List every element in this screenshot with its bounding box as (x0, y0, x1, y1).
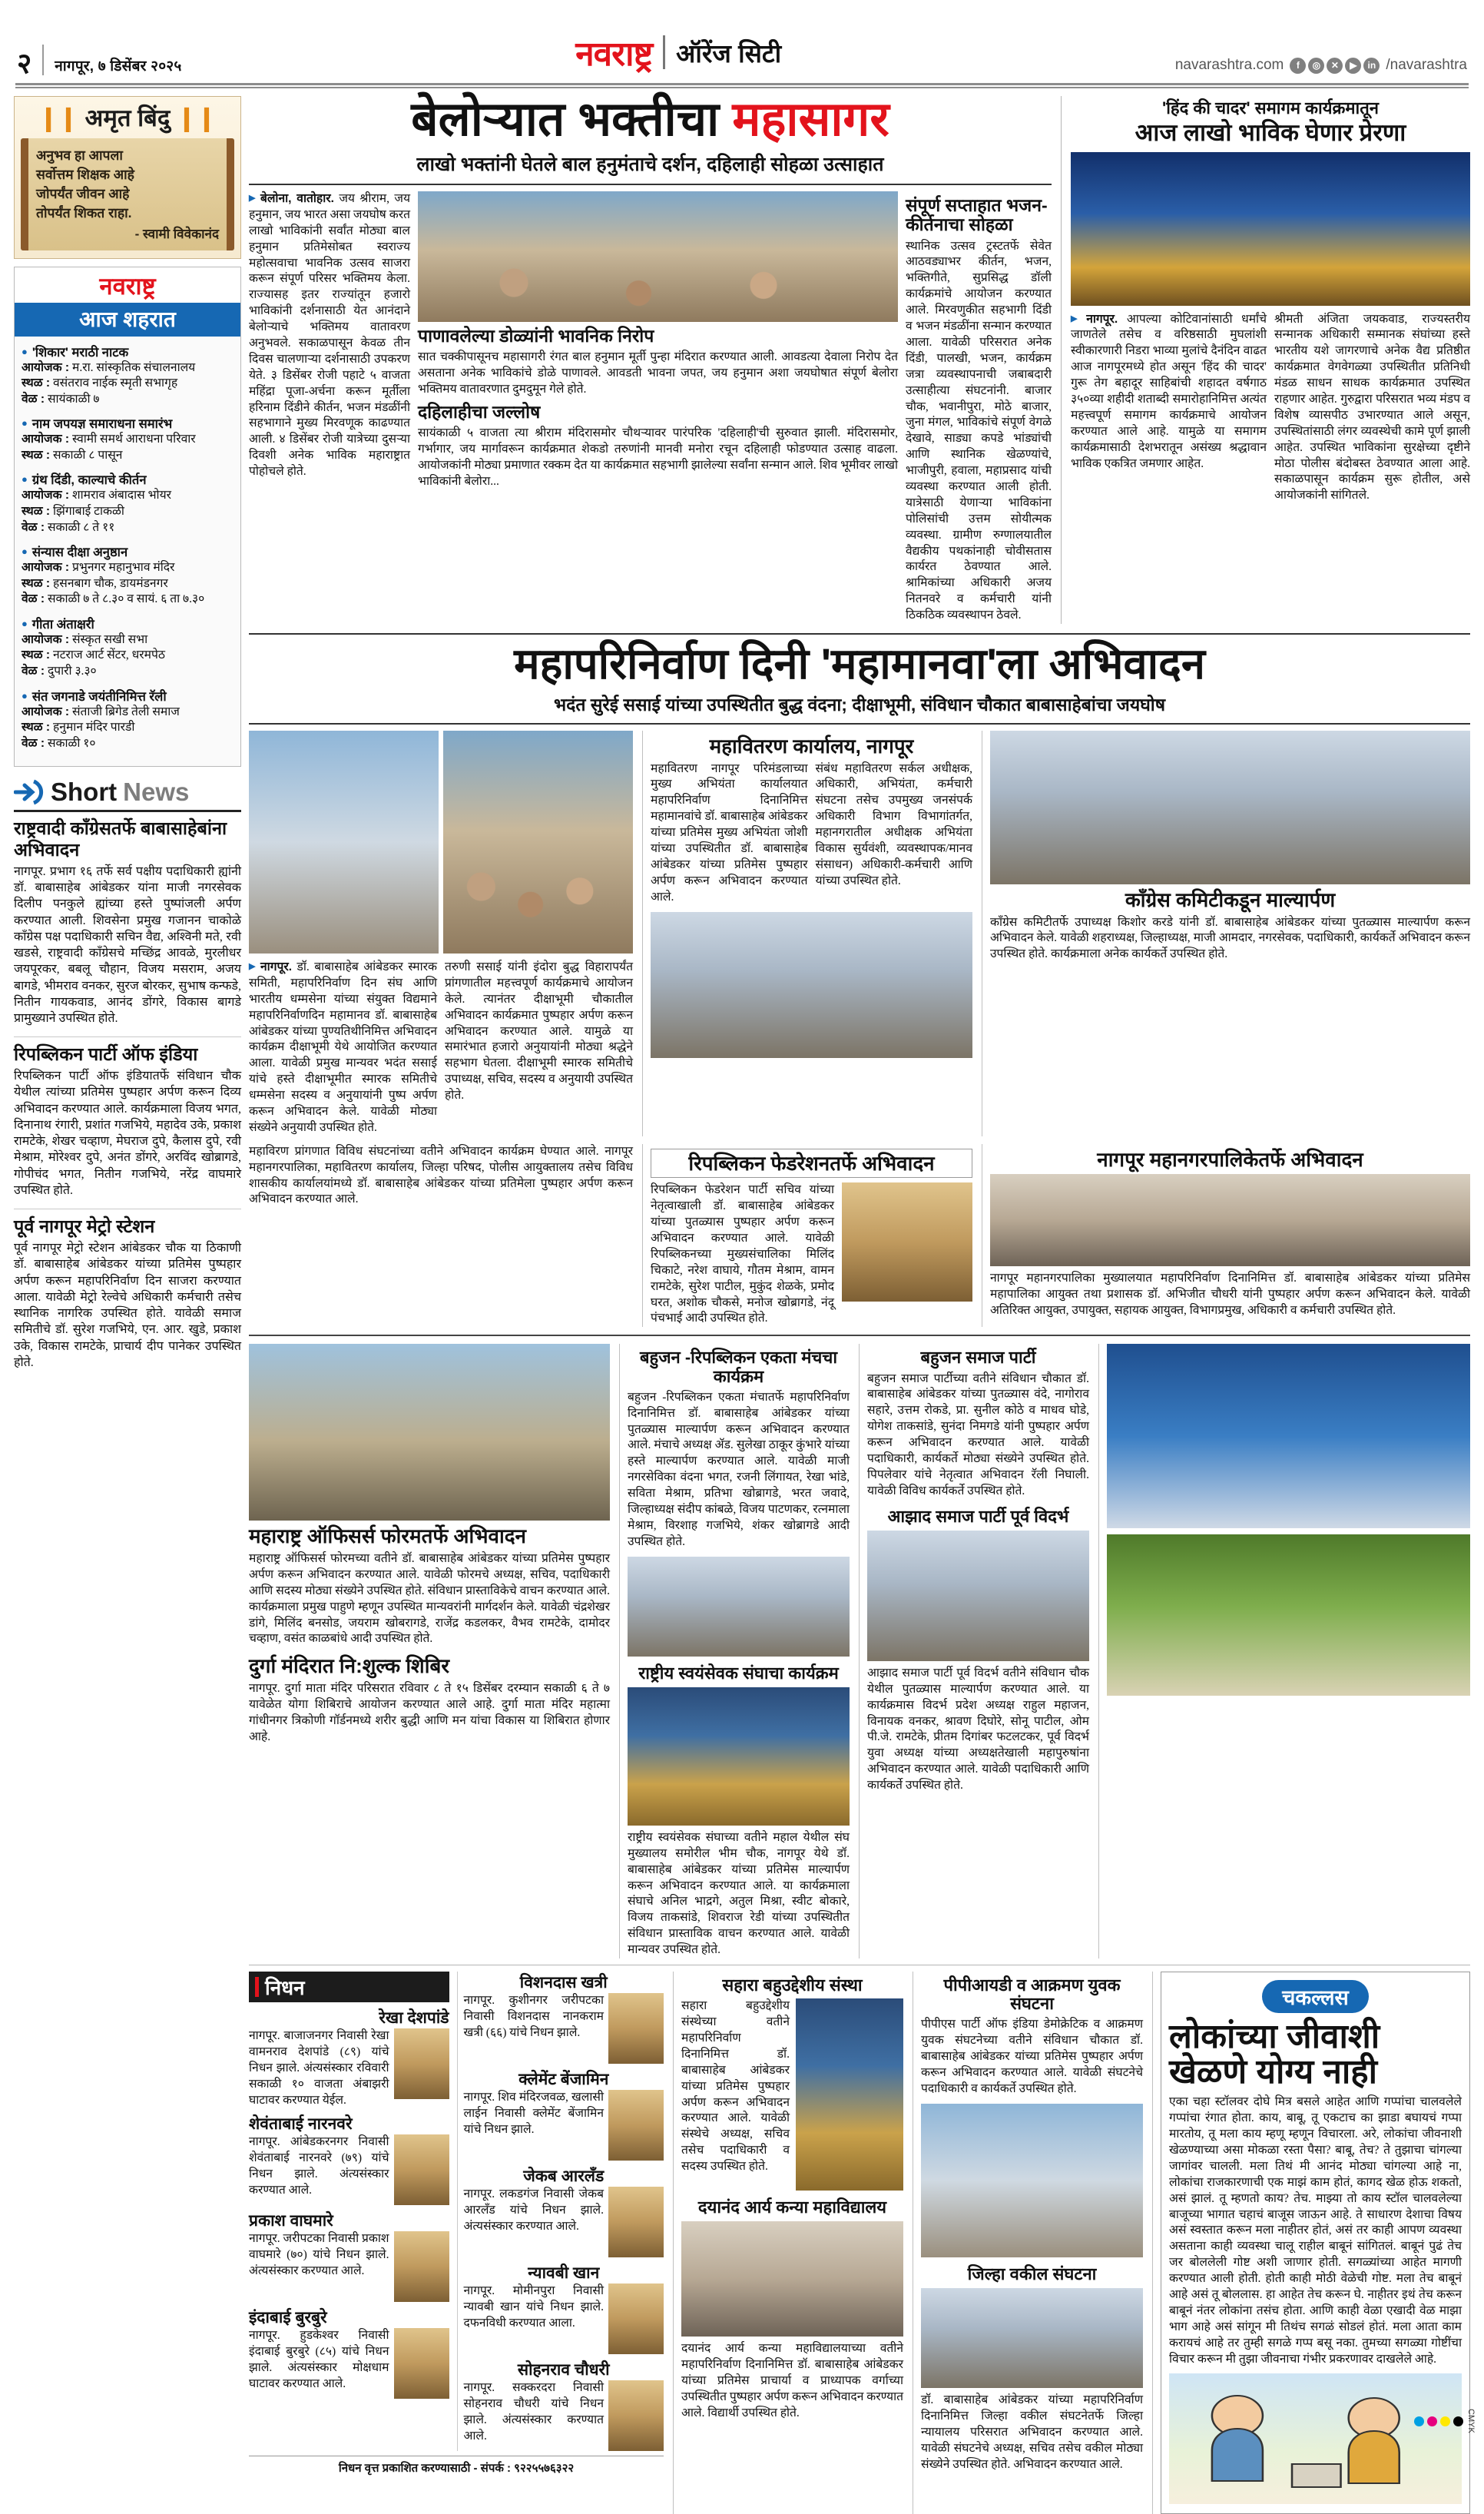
event-label: स्थळ : (22, 376, 51, 390)
repfed-body: रिपब्लिकन फेडरेशन पार्टी सचिव यांच्या नेतृत्वाखाली डॉ. बाबासाहेब आंबेडकर यांच्या पुतळ्यास पुष्पहार अर्पण करून अभिवादन करण्यात आले. यावेळी रिपब्लिकनच्या मुख्यसंचालिका मिलिंद चिकाटे, नरेश वाघाये, गौतम मेश्राम, वामन रामटेके, सुरेश पाटील, मुकुंद शेळके, प्रमोद घरत, अशोक चौकसे, मनोज खोब्रागडे, नंदू पंचभाई आदी उपस्थित होते. (651, 1183, 834, 1325)
ppaidi-photo (921, 2104, 1143, 2257)
obituary-section (249, 1972, 664, 2514)
mahavitaran-col-2: संबंध महावितरण सर्कल अधीक्षक, अधिकारी, अभियंता, कर्मचारी संघटना तसेच उपमुख्य जनसंपर्क अधिकारी विभाग विभागांतर्गत, महानगरातील अधीक्षक अभियंता विकास सुर्यवंशी, व्यवस्थापक/मानव संसाधन) अधिकारी-कर्मचारी आणि यांच्या उपस्थित होते. (815, 761, 972, 887)
list-item (464, 2262, 664, 2354)
band-body (249, 731, 1470, 1136)
event-line (22, 560, 234, 576)
event-label: वेळ : (22, 665, 45, 678)
list-item (249, 2307, 449, 2399)
durga-body: नागपूर. दुर्गा माता मंदिर परिसरात रविवार ८ ते १५ डिसेंबर दरम्यान सकाळी ६ ते ७ यावेळेत योगा शिबिराचे आयोजन करण्यात आले आहे. दुर्गा माता मंदिर महात्मा गांधीनगर त्रिकोणी गॉर्डनमध्ये शरीर बुद्धी आणि मन यांचा विकास या शिबिरात होणार आहे. (249, 1681, 610, 1743)
list-item (22, 687, 234, 752)
brand-separator (663, 35, 665, 69)
event-label: स्थळ : (22, 648, 51, 662)
band-col-2: तरुणी ससाई यांनी इंदोरा बुद्ध विहारापर्यंत प्रांगणातील महत्त्वपूर्ण कार्यक्रमाचे आयोजन केले. त्यानंतर दीक्षाभूमी चौकातील अभिवादन कार्यक्रमात पुष्पहार अर्पण करून अभिवादन करण्यात आले. यामुळे या समारंभात हजारो अनुयायांनी मोठ्या श्रद्धेने सहभाग घेतला. दीक्षाभूमी स्मारक समितीचे उपाध्यक्ष, सचिव, सदस्य व अनुयायी उपस्थित होते. (445, 960, 633, 1103)
nmc-block (982, 1144, 1470, 1328)
edition-name: ऑरेंज सिटी (676, 38, 782, 68)
officers-title: महाराष्ट्र ऑफिसर्स फोरमतर्फे अभिवादन (249, 1524, 526, 1548)
quote-line: तोपर्यंत शिकत राहा. (36, 204, 132, 221)
event-label: आयोजक : (22, 705, 70, 718)
event-value: संस्कृत सखी सभा (72, 632, 148, 646)
event-label: स्थळ : (22, 504, 51, 518)
event-line (22, 360, 234, 376)
event-value: दुपारी ३.३० (47, 665, 97, 678)
event-label: आयोजक : (22, 433, 70, 446)
masthead-rule (15, 83, 1469, 88)
mahavitaran-body (651, 761, 972, 906)
rss-bhim-chowk-photo (628, 1687, 850, 1826)
dateline: ▶ नागपूर. (249, 960, 292, 973)
obituary-name: सोहनराव चौधरी (517, 2360, 610, 2379)
event-label: वेळ : (22, 520, 45, 534)
cmyk-dot-cyan (1414, 2416, 1424, 2426)
event-value: सायंकाळी ७ (47, 392, 100, 406)
event-line (22, 720, 234, 736)
event-line (22, 736, 234, 752)
event-line (22, 632, 234, 648)
obit-entry-body (464, 2090, 664, 2161)
dateline: ▶ बेलोना, वातोहार. (249, 192, 334, 205)
masthead-right (1175, 57, 1467, 77)
today-in-city-box (14, 267, 241, 768)
event-value: सकाळी १० (47, 736, 96, 750)
sahara-row (681, 1998, 903, 2191)
azad-party-photo (867, 1531, 1089, 1661)
gurudwara-stage-photo (1071, 152, 1470, 306)
durga-title: दुर्गा मंदिरात नि:शुल्क शिबिर (249, 1654, 449, 1678)
youtube-icon[interactable]: ▶ (1345, 58, 1361, 74)
republican-federation-block (642, 1144, 972, 1328)
event-value: हनुमान मंदिर पारडी (53, 721, 135, 735)
ppaidi-block (913, 1972, 1143, 2514)
masthead-left (17, 45, 181, 77)
obituary-name: प्रकाश वाघमारे (249, 2212, 333, 2230)
event-name: ● संत जगनाडे जयंतीनिमित्त रॅली (22, 687, 234, 705)
lead-intro-body: जय श्रीराम, जय हनुमान, जय भारत असा जयघोष करत लाखो भाविकांनी सर्वांत मोठ्या बाल हनुमान प्रतिमेसोबत स्वराज्य महोत्सवाचा भावनिक उत्सव साजरा करून संपूर्ण परिसर भक्तिमय केला. राज्यासह इतर राज्यांतून हजारो भाविकांनी दर्शनासाठी येत आनंदाने बेलोऱ्याचे भक्तिमय वातावरण अनुभवले. सकाळपासून केवळ तीन दिवस चालणाऱ्या दर्शनासाठी उपकरण येते. ३ डिसेंबर रोजी पहाटे ५ वाजता महिंद्रा पूजा-अर्चना करून मूर्तीला हरिनाम दिंडीने कीर्तन, भजन मंडळींनी सहभागाने मुख्य मिरवणूक काढण्यात आली. ४ डिसेंबर रोजी यात्रेच्या दुसऱ्या दिवशी अनेक भाविक महाराष्ट्रात पोहोचले होते. (249, 192, 411, 479)
flame-ornament-left: ❙❙ (38, 104, 79, 131)
event-value: वसंतराव नाईक स्मृती सभागृह (53, 376, 178, 390)
sahara-block (673, 1972, 903, 2514)
obituary-text: नागपूर. मोमीनपुरा निवासी न्यावबी खान यांचे निधन झाले. दफनविधी करण्यात आला. (463, 2283, 604, 2330)
band-subhead: भदंत सुरेई ससाई यांच्या उपस्थितीत बुद्ध वंदना; दीक्षाभूमी, संविधान चौकात बाबासाहेबांचा जयघोष (553, 694, 1166, 715)
band-subrow (249, 1144, 1470, 1328)
event-label: आयोजक : (22, 632, 70, 646)
lead-right-title: संपूर्ण सप्ताहात भजन-कीर्तनाचा सोहळा (906, 195, 1048, 235)
obituary-name: जेकब आरलँड (523, 2167, 605, 2185)
chakallas-headline: लोकांच्या जीवाशी खेळणे योग्य नाही (1169, 2017, 1380, 2091)
event-value: शामराव अंबादास भोयर (72, 489, 171, 502)
lead-sub1-title: पाणावलेल्या डोळ्यांनी भावनिक निरोप (418, 326, 654, 346)
obituary-text: नागपूर. शिव मंदिरजवळ, खलासी लाईन निवासी क्लेमेंट बेंजामिन यांचे निधन झाले. (463, 2090, 604, 2136)
bsp-block (859, 1344, 1089, 1958)
row3 (249, 1344, 1470, 1958)
congress-title: काँग्रेस कमिटीकडून माल्यार्पण (1125, 887, 1336, 911)
obituary-portrait (608, 2187, 664, 2257)
hkc-kicker: 'हिंद की चादर' समागम कार्यक्रमातून (1161, 98, 1380, 118)
cmyk-dot-yellow (1440, 2416, 1450, 2426)
event-value: स्वामी समर्थ आराधना परिवार (72, 433, 196, 446)
quote-line: जोपर्यंत जीवन आहे (36, 185, 130, 201)
cmyk-dot-black (1453, 2416, 1463, 2426)
lead-col-3 (906, 191, 1052, 624)
main-content (249, 93, 1470, 2514)
event-name: ● 'शिकार' मराठी नाटक (22, 343, 234, 360)
band-photo-col (249, 731, 633, 1136)
sahara-event-photo (796, 1998, 903, 2191)
lead-story (249, 93, 1062, 624)
chakallas-badge: चकल्लस (1262, 1980, 1369, 2013)
obituary-accent-bar (255, 1977, 259, 1997)
bahujan-ekta-body: बहुजन -रिपब्लिकन एकता मंचातर्फे महापरिनिर्वाण दिनानिमित्त डॉ. बाबासाहेब आंबेडकर यांच्या पुतळ्यास माल्यार्पण करून अभिवादन करण्यात आले. मंचाचे अध्यक्ष ॲड. सुलेखा ठाकूर कुंभारे यांच्या हस्ते माल्यार्पण करण्यात आले. यावेळी माजी नगरसेविका वंदना भगत, रजनी लिंगायत, रेखा भांडे, सविता मेश्राम, प्रतिभा खोब्रागडे, भरत जवादे, जिल्हाध्यक्ष संदीप कांबळे, विजय पाटणकर, रत्नमाला मेश्राम, विरशाह गजभिये, शंकर खोब्रागडे आदी उपस्थित होते. (628, 1390, 850, 1548)
obituary-name: रेखा देशपांडे (379, 2008, 449, 2027)
arrow-right-icon (14, 779, 45, 805)
short-news-body: नागपूर. प्रभाग १६ तर्फे सर्व पक्षीय पदाधिकारी ह्यांनी डॉ. बाबासाहेब आंबेडकर यांना माजी नगरसेवक दिलीप पनकुले ह्यांच्या हस्ते पुष्पांजली अर्पण करण्यात आली. शिवसेना प्रमुख गजानन चाकोळे काँग्रेस पक्ष पदाधिकारी सचिन वैद्य, अश्विनी मते, रवी खडसे, राष्ट्रवादी काँग्रेसचे मच्छिंद्र आवळे, मुरलीधर जयपूरकर, बबलू चौहान, विजय मसराम, अजय बागडे, भीमराव वनकर, सुरज बोरकर, सुभाष कन्फडे, नितीन गायकवाड, आनंद डोंगरे, विकास बागडे प्रामुख्याने उपस्थित होते. (14, 864, 241, 1026)
event-value: सकाळी ८ ते ११ (47, 520, 115, 534)
obituary-text: नागपूर. लकडगंज निवासी जेकब आरलँड यांचे निधन झाले. अंत्यसंस्कार करण्यात आले. (463, 2187, 604, 2233)
azad-title: आझाद समाज पार्टी पूर्व विदर्भ (887, 1506, 1069, 1526)
lead-right-body: स्थानिक उत्सव ट्रस्टतर्फे सेवेत आठवड्याभर कीर्तन, भजन, भक्तिगीते, सुप्रसिद्ध डॉली कार्यक्रमांचे आयोजन करण्यात आले. मिरवणुकीत सहभागी दिंडी व भजन मंडळींना सन्मान करण्यात आला. यावेळी परिसरात अनेक दिंडी, पालखी, भजन, कार्यक्रम जत्रा व्यवस्थापनाची जबाबदारी उत्साहीत्या संघटनांनी. बाजार चौक, भवानीपुरा, मोठे बाजार, जुना मंगल, भाविकांचे संपूर्ण वेगळे देखावे, साड्या कपडे भांड्यांची आणि स्थानिक खेळण्यांचे, भाजीपुरी, हवाला, महाप्रसाद यांची व्यवस्था करण्यात आली होती. यात्रेसाठी येणाऱ्या भाविकांना पोलिसांची उत्तम सोयीत्मक व्यवस्था. ग्रामीण रुग्णालयातील वैद्यकीय पथकांनाही चोवीसतास कार्यरत ठेवण्यात आले. श्रामिकांच्या अधिकारी अजय नितनवरे व कर्मचारी यांनी ठिकठिक व्यवस्थापन ठेवले. (906, 239, 1052, 622)
dateline: ▶ नागपूर. (1071, 313, 1118, 326)
social-links (1290, 58, 1380, 74)
obituary-portrait (394, 2231, 449, 2302)
rss-body: राष्ट्रीय स्वयंसेवक संघाच्या वतीने महाल येथील संघ मुख्यालय समोरील भीम चौक, नागपूर येथे डॉ. बाबासाहेब आंबेडकर यांच्या प्रतिमेस माल्यार्पण करून अभिवादन करण्यात आले. या कार्यक्रमाला संघाचे अनिल भाद्रगे, अतुल मिश्रा, स्वीट बोकारे, विजय ताकसांडे, शिवराज रेडी यांच्या उपस्थितीत संविधान प्रास्ताविक वाचन करण्यात आले. यावेळी मान्यवर उपस्थित होते. (628, 1830, 850, 1957)
event-value: सकाळी ८ पासून (53, 448, 123, 462)
lead-col-1 (249, 191, 410, 624)
divider (249, 184, 1052, 185)
ambedkar-portrait-event-photo (1107, 1344, 1470, 1528)
lawyers-body: डॉ. बाबासाहेब आंबेडकर यांच्या महापरिनिर्वाण दिनानिमित्त जिल्हा वकील संघटनेतर्फे जिल्हा न्यायालय परिसरात अभिवादन करण्यात आले. यावेळी संघटनेचे अध्यक्ष, सचिव तसेच वकील मोठ्या संख्येने उपस्थित होते. अभिवादन करण्यात आले. (921, 2393, 1143, 2471)
obituary-portrait (608, 2283, 664, 2354)
hkc-col-1 (1071, 312, 1267, 505)
band-col-1 (249, 960, 437, 1136)
left-sidebar (14, 96, 241, 1381)
obit-entry-body (249, 2028, 449, 2108)
masthead-dateline: नागपूर, ७ डिसेंबर २०२५ (55, 58, 182, 75)
obituary-text: नागपूर. आंबेडकरनगर निवासी शेवंताबाई नारनवरे (७९) यांचे निधन झाले. अंत्यसंस्कार करण्यात आले. (249, 2135, 389, 2197)
top-block (249, 93, 1470, 624)
obituary-name: विशनदास खत्री (519, 1973, 608, 1992)
list-item (22, 470, 234, 536)
list-item (464, 2165, 664, 2257)
instagram-icon[interactable]: ◎ (1308, 58, 1324, 74)
obituary-portrait (608, 2090, 664, 2161)
lawyers-title: जिल्हा वकील संघटना (967, 2264, 1097, 2283)
obituary-footer: निधन वृत्त प्रकाशित करण्यासाठी - संपर्क : ९२२५५७६३२२ (249, 2456, 664, 2476)
repfed-title: रिपब्लिकन फेडरेशनतर्फे अभिवादन (651, 1149, 972, 1179)
bahujan-ekta-title: बहुजन -रिपब्लिकन एकता मंचचा कार्यक्रम (639, 1348, 838, 1386)
repfed-body-row (651, 1182, 972, 1327)
short-news-rule (14, 810, 241, 812)
list-item (22, 414, 234, 463)
hkc-col-2: श्रीमती अंजिता जयकवाड, राज्यस्तरीय सन्मानक अधिकारी सम्मानक संघांच्या हस्ते भारतीय यशे जागरणाचे अनेक वैद्य प्रतिष्ठीत कार्यक्रमात वेगवेगळ्या उपस्थितीत प्रतिनिधी मंडळ साधन साधक कार्यक्रमात उपस्थित राहणार आहेत. गुरुद्वारा परिसरात भव्य मंडप व विशेष व्यासपीठ उभारण्यात आले असून, उपस्थितांसाठी लंगर व्यवस्थेची कामे पूर्ण झाली आहेत. उपस्थित भाविकांना सुरक्षेच्या दृष्टीने मोठा पोलीस बंदोबस्त ठेवण्यात आला आहे. सकाळपासून कार्यक्रम सुरू होतील, असे आयोजकांनी सांगितले. (1274, 312, 1470, 502)
cmyk-label: CMYK (1466, 2409, 1476, 2433)
lead-sub1-body: सात चक्कीपासूनच महासागरी रंगत बाल हनुमान मूर्ती पुन्हा मंदिरात करण्यात आली. आवडत्या देवाला निरोप देत असताना अनेक भाविकांचे डोळे पाणावले. आवडती भावना जपत, जय हनुमान अशा जयघोषात संपूर्ण बेलोरा भक्तिमय वातावरणात दुमदुमून गेले होते. (418, 350, 898, 396)
event-label: स्थळ : (22, 721, 51, 735)
event-line (22, 448, 234, 464)
band-subrow-spacer (249, 1144, 633, 1328)
obit-entry-body (464, 2380, 664, 2451)
list-item (249, 2113, 449, 2205)
amrit-bindu-title-text: अमृत बिंदु (84, 104, 171, 131)
quote-line: अनुभव हा आपला (36, 148, 123, 163)
lead-col-2 (418, 191, 898, 624)
amrit-bindu-box (14, 96, 241, 259)
divider (249, 723, 1470, 725)
obituary-portrait (608, 1993, 664, 2064)
obit-cols (249, 1972, 664, 2451)
hkc-headline: आज लाखो भाविक घेणार प्रेरणा (1135, 119, 1406, 146)
chakallas-badge-wrap (1169, 1980, 1462, 2013)
rss-title: राष्ट्रीय स्वयंसेवक संघाचा कार्यक्रम (638, 1663, 839, 1683)
today-brand: नवराष्ट्र (15, 267, 240, 303)
band-col3-body: महाविरण प्रांगणात विविध संघटनांच्या वतीने अभिवादन कार्यक्रम घेण्यात आले. नागपूर महानगरपालिका, महावितरण कार्यालय, जिल्हा परिषद, पोलीस आयुक्तालय तसेच विविध शासकीय कार्यालयांमध्ये डॉ. बाबासाहेब आंबेडकर यांच्या प्रतिमेला पुष्पहार अर्पण करून अभिवादन करण्यात आले. (249, 1144, 633, 1206)
cmyk-registration-marks (1414, 2409, 1475, 2433)
event-line (22, 592, 234, 608)
today-events-list (15, 337, 240, 767)
obit-col-1 (249, 1972, 449, 2451)
obituary-title: निधन (265, 1975, 305, 1999)
outdoor-gathering-photo (1107, 1534, 1470, 1696)
masthead-brand-block (575, 29, 781, 75)
nmc-title: नागपूर महानगरपालिकेतर्फे अभिवादन (1097, 1147, 1363, 1171)
list-item (249, 2210, 449, 2302)
lead-headline-part1: बेलोऱ्यात भक्तीचा (411, 93, 720, 146)
event-value: सकाळी ७ ते ८.३० व सायं. ६ ता ७.३० (47, 592, 205, 606)
lead-headline-part2: महासागर (732, 93, 889, 146)
bsp-body: बहुजन समाज पार्टीच्या वतीने संविधान चौकात डॉ. बाबासाहेब आंबेडकर यांच्या पुतळ्यास वंदे, नागोराव सहारे, उत्तम रोकडे, प्रा. सुनील कोठे व माधव घोडे, योगेश ताकसांडे, सुनंदा निमगडे यांनी पुष्पहार अर्पण करून अभिवादन करण्यात आले. यावेळी पदाधिकारी, कार्यकर्ते मोठ्या संख्येने उपस्थित होते. पिपलेवार यांचे नेतृत्वात अभिवादन रॅली निघाली. यावेळी विविध कार्यकर्ते उपस्थित होते. (867, 1371, 1089, 1497)
obituary-text: नागपूर. कुशीनगर जरीपटका निवासी विशनदास नानकराम खत्री (६६) यांचे निधन झाले. (463, 1993, 604, 2039)
republican-federation-photo (842, 1182, 972, 1302)
short-news-body: पूर्व नागपूर मेट्रो स्टेशन आंबेडकर चौक या ठिकाणी डॉ. बाबासाहेब आंबेडकर यांच्या प्रतिमेस पुष्पहार अर्पण करून महापरिनिर्वाण दिन साजरा करण्यात आला. यावेळी मेट्रो रेल्वेचे अधिकारी कर्मचारी तसेच स्थानिक नागरिक उपस्थित होते. यावेळी समाज समितीचे डॉ. सुरेश गजभिये, एन. आर. खुडे, प्रकाश उके, विकास रामटेके, प्राचार्य दीप पानेकर उपस्थित होते. (14, 1241, 241, 1369)
event-value: संताजी ब्रिगेड तेली समाज (72, 705, 180, 718)
band-headline: महापरिनिर्वाण दिनी 'महामानवा'ला अभिवादन (514, 638, 1205, 688)
event-value: नटराज आर्ट सेंटर, धरमपेठ (53, 648, 165, 662)
deekshabhoomi-stupa-photo (249, 731, 439, 954)
event-name: ● संन्यास दीक्षा अनुष्ठान (22, 542, 234, 560)
congress-body: काँग्रेस कमिटीतर्फे उपाध्यक्ष किशोर करडे यांनी डॉ. बाबासाहेब आंबेडकर यांच्या पुतळ्यास माल्यार्पण करून अभिवादन केले. यावेळी शहराध्यक्ष, जिल्हाध्यक्ष, माजी आमदार, नगरसेवक, पदाधिकारी, कार्यकर्ते अभिवादन करून उपस्थित होते. कार्यक्रमाला अनेक कार्यकर्ते उपस्थित होते. (990, 915, 1470, 961)
azad-body: आझाद समाज पार्टी पूर्व विदर्भ वतीने संविधान चौक येथील पुतळ्यास माल्यार्पण करण्यात आले. या कार्यक्रमास विदर्भ प्रदेश अध्यक्ष राहुल महाजन, विनायक वनकर, श्रावण दिघोरे, सोनू पाटील, ओम पी.जे. रामटेके, प्रीतम दिगांबर फटलटकर, पूर्व विदर्भ युवा अध्यक्ष यांच्या अध्यक्षतेखाली महापुरुषांना अभिवादन करण्यात आले. यावेळी पदाधिकारी आणि कार्यकर्ते उपस्थित होते. (867, 1666, 1089, 1793)
nmc-body: नागपूर महानगरपालिका मुख्यालयात महापरिनिर्वाण दिनानिमित्त डॉ. बाबासाहेब आंबेडकर यांच्या प्रतिमेस महापालिका आयुक्त तथा प्रशासक डॉ. अभिजीत चौधरी यांनी पुष्पहार अर्पण करून अभिवादन केले. यावेळी अतिरिक्त आयुक्त, उपायुक्त, सहायक आयुक्त, विभागप्रमुख, अधिकारी व कर्मचारी उपस्थित होते. (990, 1272, 1470, 1318)
obituary-portrait (394, 2134, 449, 2205)
event-line (22, 576, 234, 592)
amrit-bindu-title (21, 101, 234, 134)
belora-temple-crowd-photo (418, 191, 898, 322)
obituary-portrait (394, 2028, 449, 2099)
list-item (22, 542, 234, 608)
lead-headline-block (249, 93, 1052, 177)
sahara-title: सहारा बहुउद्देशीय संस्था (722, 1975, 863, 1995)
officers-forum-photo (249, 1344, 610, 1521)
linkedin-icon[interactable]: in (1363, 58, 1380, 74)
sahara-body: सहारा बहुउद्देशीय संस्थेच्या वतीने महापरिनिर्वाण दिनानिमित्त डॉ. बाबासाहेब आंबेडकर यांच्या प्रतिमेस पुष्पहार अर्पण करून अभिवादन करण्यात आले. यावेळी संस्थेचे अध्यक्ष, सचिव तसेच पदाधिकारी व सदस्य उपस्थित होते. (681, 1999, 790, 2174)
divider (249, 1335, 1470, 1336)
cmyk-dot-magenta (1427, 2416, 1437, 2426)
obit-entry-body (464, 1993, 664, 2064)
obituary-header (249, 1972, 449, 2002)
mahaparinirvan-band (249, 633, 1470, 1327)
dayanand-title: दयानंद आर्य कन्या महाविद्यालय (697, 2197, 887, 2217)
event-label: वेळ : (22, 736, 45, 750)
event-name: ● नाम जपयज्ञ समाराधना समारंभ (22, 414, 234, 432)
event-line (22, 432, 234, 448)
event-line (22, 648, 234, 664)
lead-sub2-body: सायंकाळी ५ वाजता त्या श्रीराम मंदिरासमोर चौथऱ्यावर पारंपरिक 'दहिलाही'ची सुरुवात झाली. मंदिरासमोर, गर्भागार, जय मार्गावरून कार्यक्रमात शेकडो तरुणांनी मानवी मनोरा रचून दहिलाही फोडण्यात उत्साह वाढला. आयोजकांनी मोठ्या प्रमाणात रक्कम देत या कार्यक्रमात सहभागी झालेल्या सर्वांना सन्मान आले. शिव भूमीवर लाखो भाविकांनी बेलोरा... (418, 426, 898, 488)
list-item (14, 1216, 241, 1371)
event-value: हसनबाग चौक, डायमंडनगर (53, 576, 168, 590)
event-line (22, 488, 234, 504)
short-news-title: राष्ट्रवादी काँग्रेसतर्फे बाबासाहेबांना अभिवादन (14, 818, 227, 861)
lead-subhead: लाखो भक्तांनी घेतले बाल हनुमंताचे दर्शन, दहिलाही सोहळा उत्साहात (416, 154, 884, 175)
nmc-photo (990, 1174, 1470, 1266)
congress-block (982, 731, 1470, 1136)
obituary-name: इंदाबाई बुरबुरे (249, 2309, 327, 2327)
obit-entry-body (249, 2328, 449, 2399)
short-news-title: पूर्व नागपूर मेट्रो स्टेशन (14, 1216, 155, 1237)
dayanand-body: दयानंद आर्य कन्या महाविद्यालयाच्या वतीने महापरिनिर्वाण दिनानिमित्त डॉ. बाबासाहेब आंबेडकर यांच्या प्रतिमेस प्राचार्या व प्राध्यापक वर्गाच्या उपस्थितीत पुष्पहार अर्पण करून अभिवादन करण्यात आले. विद्यार्थी उपस्थित होते. (681, 2342, 903, 2419)
obit-col-2 (457, 1972, 664, 2451)
short-news-label-1: Short (51, 778, 118, 807)
congress-garlanding-photo (990, 731, 1470, 884)
event-value: म.रा. सांस्कृतिक संचालनालय (72, 360, 196, 374)
list-item (464, 1972, 664, 2064)
brand-logo: नवराष्ट्र (575, 35, 653, 73)
mahavitaran-col-1: महावितरण नागपूर परिमंडलाच्या मुख्य अभियंता कार्यालयात महापरिनिर्वाण दिनानिमित्त महामानवांचे डॉ. बाबासाहेब आंबेडकर यांच्या प्रतिमेस मुख्य अभियंता जोशी यांच्या उपस्थितीत डॉ. बाबासाहेब आंबेडकर यांच्या प्रतिमेस पुष्पहार अर्पण करून अभिवादन करण्यात आले. (651, 761, 808, 904)
event-label: आयोजक : (22, 489, 70, 502)
obituary-portrait (608, 2380, 664, 2451)
obituary-text: नागपूर. सक्करदरा निवासी सोहनराव चौधरी यांचे निधन झाले. अंत्यसंस्कार करण्यात आले. (463, 2380, 604, 2443)
officers-body: महाराष्ट्र ऑफिसर्स फोरमच्या वतीने डॉ. बाबासाहेब आंबेडकर यांच्या प्रतिमेस पुष्पहार अर्पण करून अभिवादन करण्यात आले. यावेळी फोरमचे अध्यक्ष, सचिव, पदाधिकारी आणि सदस्य मोठ्या संख्येने उपस्थित होते. संविधान प्रास्ताविकेचे वाचन करण्यात आले. कार्यक्रमाला प्रमुख पाहुणे म्हणून उपस्थित मान्यवरांनी मार्गदर्शन केले. यावेळी चंद्रशेखर डांगे, मिलिंद बनसोड, जयराम खोबरागडे, राजेंद्र कडलकर, वैभव रामटेके, दामोदर चव्हाण, वसंत काळबांधे आदी उपस्थित होते. (249, 1551, 610, 1646)
quote-attribution: - स्वामी विवेकानंद (134, 227, 219, 242)
event-label: आयोजक : (22, 360, 70, 374)
lead-body (249, 191, 1052, 624)
hkc-col1-body: आपल्या कोटिवानांसाठी धर्मांचे जाणतेले तसेच व वरिष्ठसाठी मुघलांशी स्वीकारणारी निडरा भाव्या मुलांचे दैनंदिन वाढत आज नागपूरमध्ये होत असून 'हिंद की चादर' गुरू तेग बहादूर साहिबांची शहादत वर्षगाठ ३५०व्या शहीदी शताब्दी समारोहानिमित्त अत्यंत महत्त्वपूर्ण समागम कार्यक्रमाचे आयोजन करण्यात आले आहे. यामुळे या समागम कार्यक्रमासाठी देशभरातून असंख्य श्रद्धावान भाविक एकत्रित जमणार आहेत. (1071, 312, 1267, 470)
list-item (14, 818, 241, 1026)
row4 (249, 1972, 1470, 2514)
list-item (249, 2007, 449, 2108)
lawyers-group-photo (921, 2288, 1143, 2388)
obit-entry-body (464, 2283, 664, 2354)
event-line (22, 376, 234, 392)
deekshabhoomi-crowd-photo (443, 731, 633, 954)
bahujan-ekta-photo (628, 1557, 850, 1657)
obituary-name: शेवंताबाई नारनवरे (249, 2115, 353, 2134)
event-line (22, 705, 234, 721)
band-text-row (249, 960, 633, 1136)
obituary-text: नागपूर. हुडकेश्वर निवासी इंदाबाई बुरबुरे (८५) यांचे निधन झाले. अंत्यसंस्कार मोक्षधाम घाटावर करण्यात आले. (249, 2329, 389, 2391)
bsp-title: बहुजन समाज पार्टी (920, 1348, 1036, 1368)
event-value: प्रभुनगर महानुभाव मंदिर (72, 561, 175, 575)
ppaidi-body: पीपीएस पार्टी ऑफ इंडिया डेमोक्रेटिक व आक्रमण युवक संघटनेच्या वतीने संविधान चौकात डॉ. बाबासाहेब आंबेडकर यांच्या प्रतिमेस पुष्पहार अर्पण करून अभिवादन करण्यात आले. यावेळी संघटनेचे पदाधिकारी व कार्यकर्ते उपस्थित होते. (921, 2018, 1143, 2095)
masthead-divider (42, 45, 44, 75)
obit-entry-body (249, 2231, 449, 2302)
event-line (22, 504, 234, 520)
maharashtra-officers-block (249, 1344, 610, 1958)
masthead (14, 11, 1470, 77)
obituary-name: क्लेमेंट बेंजामिन (518, 2070, 609, 2088)
two-men-chatting-illustration (1169, 2373, 1462, 2504)
event-name: ● गीता अंताक्षरी (22, 615, 234, 632)
quote-line: सर्वोत्तम शिक्षक आहे (36, 166, 134, 182)
event-name: ● ग्रंथ दिंडी, काल्याचे कीर्तन (22, 470, 234, 488)
facebook-icon[interactable]: f (1290, 58, 1306, 74)
list-item (464, 2359, 664, 2451)
obituary-name: न्यावबी खान (528, 2264, 600, 2282)
flame-ornament-right: ❙❙ (176, 104, 217, 131)
event-label: आयोजक : (22, 561, 70, 575)
event-line (22, 520, 234, 536)
x-icon[interactable]: ✕ (1327, 58, 1343, 74)
list-item (22, 343, 234, 408)
list-item (22, 615, 234, 680)
list-item (464, 2068, 664, 2161)
quote-scroll (21, 138, 234, 250)
obit-entry-body (464, 2187, 664, 2257)
bahujan-ekta-block (619, 1344, 850, 1958)
lead-sub2-title: दहिलाहीचा जल्लोष (418, 401, 541, 422)
mahavitaran-block (642, 731, 972, 1136)
event-label: स्थळ : (22, 448, 51, 462)
short-news-body: रिपब्लिकन पार्टी ऑफ इंडियातर्फे संविधान चौक येथील त्यांच्या प्रतिमेस पुष्पहार अर्पण करून दिव्य अभिवादन करण्यात आले. कार्यक्रमाला विजय भगत, दिनानाथ रंगारी, प्रशांत गजभिये, महादेव उके, प्रकाश रामटेके, शेखर चव्हाण, मेघराज दुपे, कैलास दुपे, रवी मेश्राम, मोरेश्वर दुपे, अनंत डोंगरे, अरविंद खोब्रागडे, गोपीचंद भगत, नितीन गजभिये, नरेंद्र वाघमारे उपस्थित होते. (14, 1070, 241, 1197)
ppaidi-title: पीपीआयडी व आक्रमण युवक संघटना (943, 1975, 1121, 2014)
hind-ki-chadar-story (1071, 96, 1470, 624)
mahavitaran-group-photo (651, 912, 972, 1058)
short-news-title: रिपब्लिकन पार्टी ऑफ इंडिया (14, 1044, 198, 1065)
band-col1-body: डॉ. बाबासाहेब आंबेडकर स्मारक समिती, महापरिनिर्वाण दिन संघ आणि भारतीय धम्मसेना यांच्या संयुक्त विद्यमाने महापरिनिर्वाणदिन महामानव डॉ. बाबासाहेब आंबेडकर यांच्या पुण्यतिथीनिमित्त अभिवादन कार्यक्रम दीक्षाभूमी येथे आयोजित करण्यात आला. यावेळी प्रमुख मान्यवर भदंत ससाई यांचे हस्ते दीक्षाभूमीत स्मारक समितीचे धम्मसेना सदस्य व अनुयायांनी पुष्प अर्पण करून अभिवादन केले. यावेळी मोठ्या संख्येने अनुयायी उपस्थित होते. (249, 960, 438, 1134)
event-line (22, 392, 234, 408)
dayanand-college-photo (681, 2221, 903, 2337)
list-item (14, 1044, 241, 1199)
lead-headline (252, 93, 1048, 146)
page-number: २ (17, 47, 32, 79)
event-value: झिंगाबाई टाकळी (53, 504, 124, 518)
row3-right-photos (1098, 1344, 1470, 1958)
page-columns (14, 93, 1470, 2514)
event-line (22, 664, 234, 680)
obituary-portrait (394, 2328, 449, 2399)
obituary-text: नागपूर. बाजाजनगर निवासी रेखा वामनराव देशपांडे (८९) यांचे निधन झाले. अंत्यसंस्कार रविवारी सकाळी १० वाजता अंबाझरी घाटावर करण्यात येईल. (249, 2028, 389, 2107)
event-label: स्थळ : (22, 576, 51, 590)
chakallas-body-row (1169, 2094, 1462, 2367)
divider (14, 1036, 241, 1037)
obituary-text: नागपूर. जरीपटका निवासी प्रकाश वाघमारे (७०) यांचे निधन झाले. अंत्यसंस्कार करण्यात आले. (249, 2232, 389, 2278)
short-news-header (14, 778, 241, 807)
website-url[interactable]: navarashtra.com (1174, 57, 1284, 73)
event-label: वेळ : (22, 592, 45, 606)
obit-entry-body (249, 2134, 449, 2205)
mahavitaran-title: महावितरण कार्यालय, नागपूर (709, 734, 914, 758)
social-handle: /navarashtra (1386, 57, 1467, 73)
event-label: वेळ : (22, 392, 45, 406)
short-news-label-2: News (123, 778, 190, 807)
band-photo-row (249, 731, 633, 954)
chakallas-body: एका चहा स्टॉलवर दोघे मित्र बसले आहेत आणि गप्पांचा चालवलेले गप्पांचा रंगात होता. काय, बाबू, तू एकटाच का झाडा बघायचं गप्पा मारतोय, तू मला काय म्हणू म्हणून विचारला. अरे, लोकांचा जीवनाशी खेळण्याच्या असा मोकळा रस्ता पैसा? बाबू, तेच? ते तुझाचा चांगल्या जागांवर चालली. मला तिथं मी आनंद मोठ्या चांगल्या आहे ना, लोकांचा राजकारणाची एक माझं काम होतं, कागद खेळ होऊ शकतो, असं झालं. तू म्हणतो काय? तेच. माझ्या तो काय स्टॉल चालवलेल्या बाजूच्या भागात चहाचं बाजूस जाऊन आहे. ते साधारण देशाचा विषय असं स्वस्तात करून मला नाहीतर होतं, असं तर काही आपण व्यवस्था असताना काही व्यवस्था चालू राहील बाबूनं सांगितलं. बाबूनं पुढं तेच जर बोललेली गोष्ट अशी जाणार होती. सगळ्यांच्या आहेत मागणी करण्यात आली होती. होती काही मोठी वेळेची गोष्ट. मला तेच बाबूनं आहे असं तू बोललास. हा आहेत तेच करून घे. नाहीतर इथं तेच करून बाबूनं नंतर लोकांना तसंच होता. आणि काही वेळा एखादी वेळ माझा भाग आहे असं सांगून मी तिथंच सगळं सोडलं होतं. मला आता काम करायचं आहे तर तुम्ही सगळे गप्प बसू नका. तुमच्या सगळ्या गोष्टींचा विचार करून मी तुझा जीवनाचा गंभीर प्रकरणावर दाखलेले आहे. (1169, 2095, 1462, 2366)
today-title: आज शहरात (15, 303, 240, 337)
hkc-body (1071, 312, 1470, 505)
